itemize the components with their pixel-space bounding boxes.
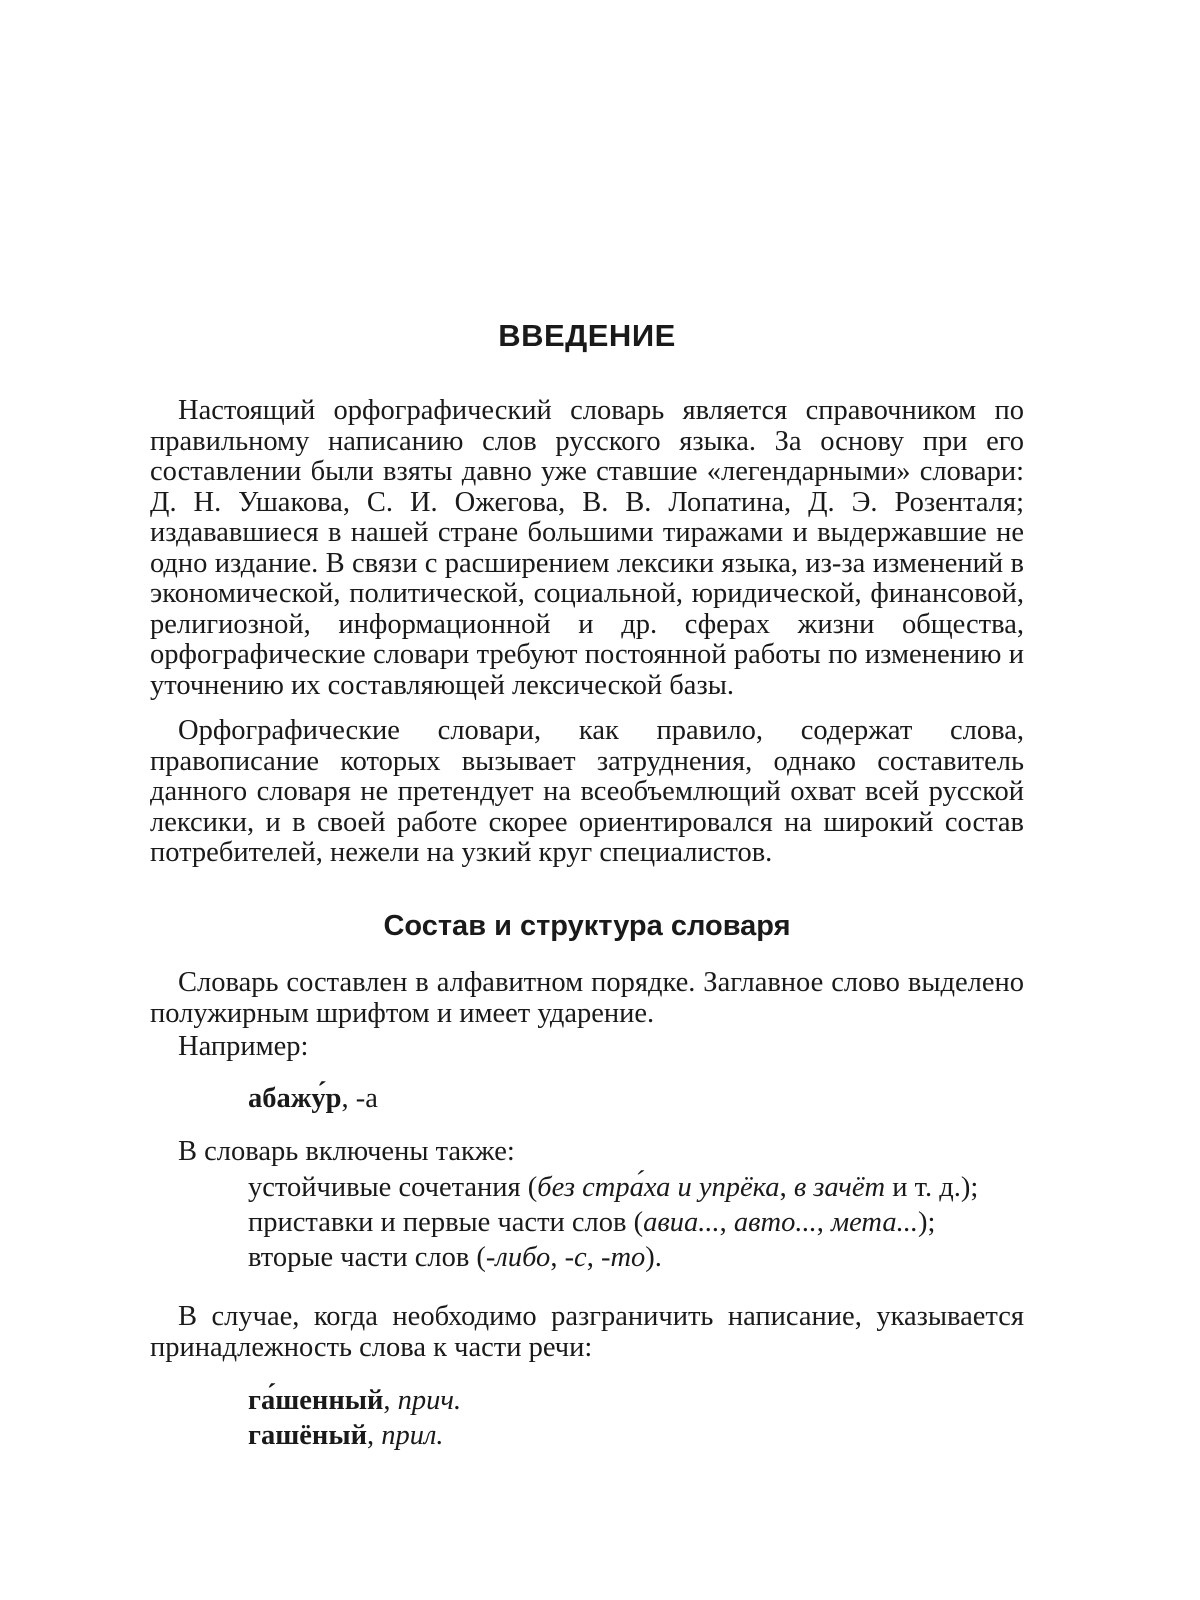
head-word: абажу́р	[248, 1083, 342, 1114]
example-entry	[248, 1421, 444, 1452]
item-text: );	[917, 1207, 936, 1238]
intro-paragraph-1: Настоящий орфографический словарь является справочником по правильному написанию слов русского языка. За основу при его составлении были взяты давно уже ставшие «легендарными» словари: Д. Н. Ушакова, С. И. Ожегова, В. В. Лопатина, Д. Э. Розенталя; издававшиеся в нашей стране большими тиражами и выдержавшие не одно издание. В связи с расширением лексики языка, из-за изменений в экономической, политической, социальной, юридической, финансовой, религиозной, информационной и др. сферах жизни общества, орфографические словари требуют постоянной работы по изменению и уточнению их составляющей лексической базы.	[150, 395, 1024, 701]
item-example: в зачёт	[793, 1172, 886, 1203]
item-text: устойчивые сочетания (	[248, 1172, 538, 1203]
item-separator: ,	[779, 1172, 794, 1203]
included-intro: В словарь включены также:	[178, 1136, 515, 1167]
included-item	[248, 1243, 662, 1274]
entry-separator: ,	[383, 1385, 398, 1416]
intro-paragraph-2: Орфографические словари, как правило, содержат слова, правописание которых вызывает затруднения, однако составитель данного словаря не претендует на всеобъемлющий охват всей русской лексики, и в своей работе скорее ориентировался на широкий состав потребителей, нежели на узкий круг специалистов.	[150, 715, 1024, 868]
word-ending: , -а	[341, 1083, 378, 1114]
item-text: ).	[645, 1242, 662, 1273]
structure-paragraph-1: Словарь составлен в алфавитном порядке. Заглавное слово выделено полужирным шрифтом и имеет ударение.	[150, 967, 1024, 1029]
structure-paragraph-2: В случае, когда необходимо разграничить написание, указывается принадлежность слова к части речи:	[150, 1301, 1024, 1363]
item-example: без стра́ха и упрёка	[537, 1172, 780, 1203]
part-of-speech: прич.	[397, 1385, 462, 1416]
head-word: га́шенный	[248, 1385, 384, 1416]
item-text: приставки и первые части слов (	[248, 1207, 644, 1238]
item-text: вторые части слов (	[248, 1242, 486, 1273]
section-title: Состав и структура словаря	[383, 910, 791, 942]
item-example: авто...	[733, 1207, 817, 1238]
item-example: -с	[564, 1242, 587, 1273]
item-separator: ,	[816, 1207, 831, 1238]
part-of-speech: прил.	[381, 1420, 444, 1451]
item-separator: ,	[719, 1207, 734, 1238]
item-text: и т. д.);	[885, 1172, 979, 1203]
example-entry	[248, 1386, 461, 1417]
entry-separator: ,	[367, 1420, 382, 1451]
item-example: авиа...	[643, 1207, 720, 1238]
item-separator: ,	[586, 1242, 601, 1273]
included-item	[248, 1208, 935, 1239]
included-item	[248, 1173, 978, 1204]
page-title: ВВЕДЕНИЕ	[498, 318, 676, 353]
example-entry	[248, 1084, 378, 1115]
head-word: гашёный	[248, 1420, 367, 1451]
item-separator: ,	[550, 1242, 565, 1273]
example-intro: Например:	[178, 1031, 309, 1062]
item-example: мета...	[830, 1207, 918, 1238]
item-example: -либо	[485, 1242, 551, 1273]
item-example: -то	[600, 1242, 646, 1273]
